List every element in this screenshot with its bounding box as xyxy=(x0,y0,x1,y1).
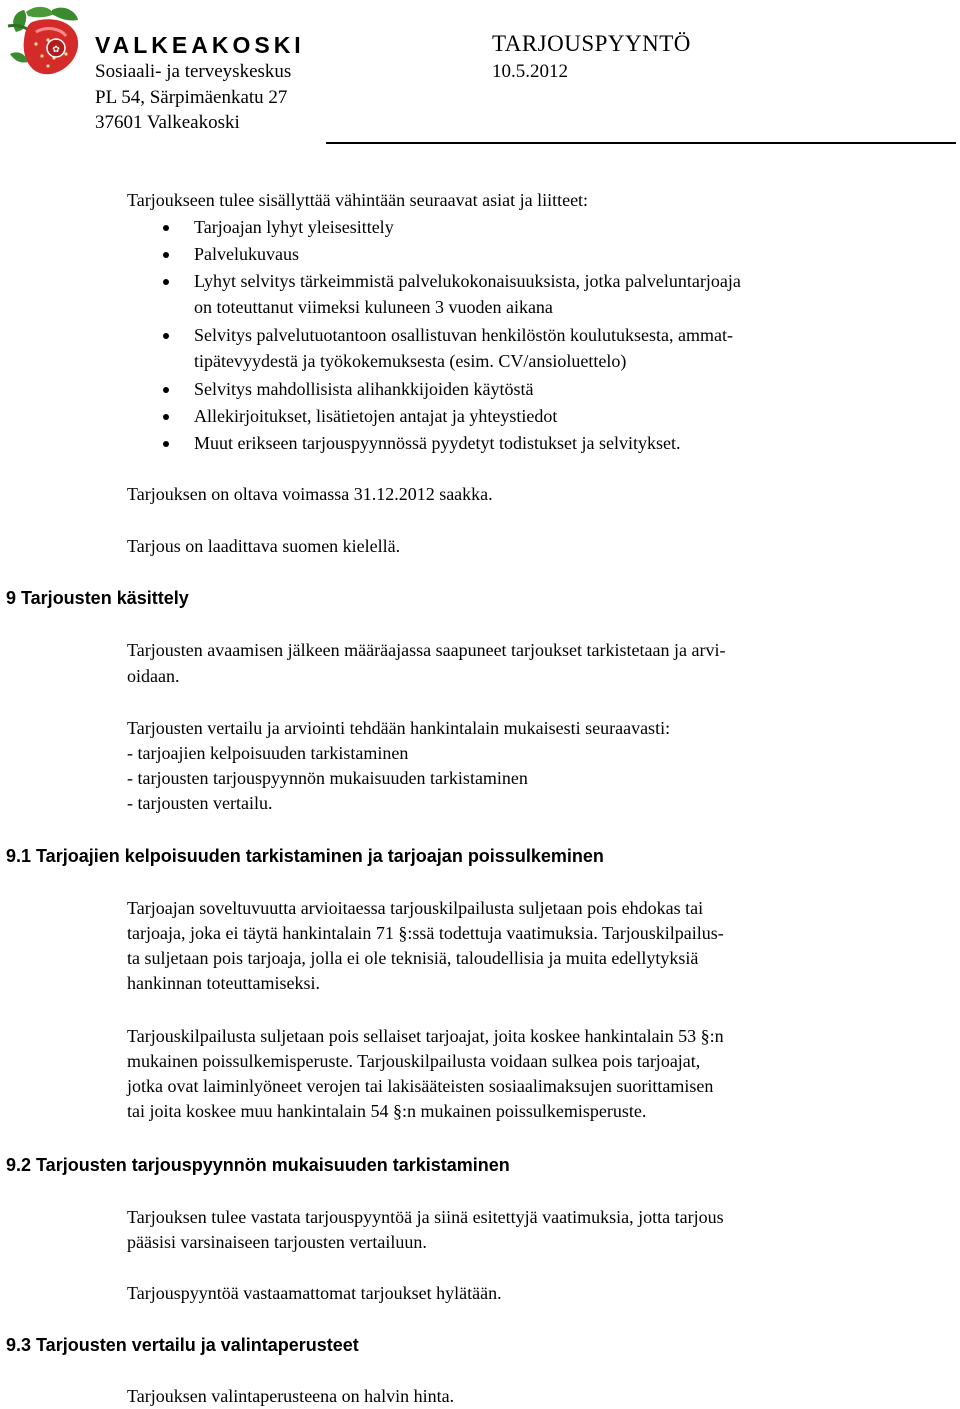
bullet-icon xyxy=(163,252,169,258)
list-item: Selvitys mahdollisista alihankkijoiden käytöstä xyxy=(194,379,534,399)
paragraph-line: tarjoaja, joka ei täytä hankintalain 71 §:ssä todettuja vaatimuksia. Tarjouskilpailus- xyxy=(127,923,724,943)
list-item: Tarjoajan lyhyt yleisesittely xyxy=(194,217,394,237)
paragraph-line: mukainen poissulkemisperuste. Tarjouskilpailusta voidaan sulkea pois tarjoajat, xyxy=(127,1051,701,1071)
paragraph-line: Tarjousten avaamisen jälkeen määräajassa saapuneet tarjoukset tarkistetaan ja arvi- xyxy=(127,640,726,660)
list-item: - tarjousten tarjouspyynnön mukaisuuden tarkistaminen xyxy=(127,768,528,788)
section-heading-9-2: 9.2 Tarjousten tarjouspyynnön mukaisuuden tarkistaminen xyxy=(6,1155,510,1175)
paragraph-line: tai joita koskee muu hankintalain 54 §:n mukainen poissulkemisperuste. xyxy=(127,1101,647,1121)
list-item: Selvitys palvelutuotantoon osallistuvan henkilöstön koulutuksesta, ammat- xyxy=(194,325,733,345)
list-item: - tarjoajien kelpoisuuden tarkistaminen xyxy=(127,743,409,763)
list-item: Allekirjoitukset, lisätietojen antajat ja yhteystiedot xyxy=(194,406,558,426)
list-item: - tarjousten vertailu. xyxy=(127,793,273,813)
document-date: 10.5.2012 xyxy=(492,61,568,82)
intro-text: Tarjoukseen tulee sisällyttää vähintään seuraavat asiat ja liitteet: xyxy=(127,190,589,210)
list-item: Muut erikseen tarjouspyynnössä pyydetyt todistukset ja selvitykset. xyxy=(194,433,681,453)
postal-address-line: 37601 Valkeakoski xyxy=(95,112,240,133)
paragraph-line: Tarjoajan soveltuvuutta arvioitaessa tarjouskilpailusta suljetaan pois ehdokas tai xyxy=(127,898,704,918)
bullet-icon xyxy=(163,387,169,393)
bullet-icon xyxy=(163,333,169,339)
paragraph-line: jotka ovat laiminlyöneet verojen tai lakisääteisten sosiaalimaksujen suorittamisen xyxy=(127,1076,714,1096)
svg-text:✿: ✿ xyxy=(52,44,60,54)
bullet-icon xyxy=(163,225,169,231)
bullet-icon xyxy=(163,441,169,447)
list-item: Lyhyt selvitys tärkeimmistä palvelukokonaisuuksista, jotka palveluntarjoaja xyxy=(194,271,741,291)
paragraph-line: Tarjouspyyntöä vastaamattomat tarjoukset hylätään. xyxy=(127,1283,502,1303)
section-heading-9-3: 9.3 Tarjousten vertailu ja valintaperusteet xyxy=(6,1335,359,1355)
bullet-icon xyxy=(163,414,169,420)
address-line: PL 54, Särpimäenkatu 27 xyxy=(95,87,288,108)
strawberry-logo-icon xyxy=(6,2,90,78)
list-item-continuation: on toteuttanut viimeksi kuluneen 3 vuoden aikana xyxy=(194,297,553,317)
paragraph-line: Tarjousten vertailu ja arviointi tehdään hankintalain mukaisesti seuraavasti: xyxy=(127,718,671,738)
paragraph-line: Tarjouksen tulee vastata tarjouspyyntöä ja siinä esitettyjä vaatimuksia, jotta tarjous xyxy=(127,1207,724,1227)
document-title: TARJOUSPYYNTÖ xyxy=(492,31,691,56)
list-item-continuation: tipätevyydestä ja työkokemuksesta (esim. CV/ansioluettelo) xyxy=(194,351,627,371)
language-text: Tarjous on laadittava suomen kielellä. xyxy=(127,536,401,556)
paragraph-line: oidaan. xyxy=(127,666,180,686)
paragraph-line: hankinnan toteuttamiseksi. xyxy=(127,973,320,993)
list-item: Palvelukuvaus xyxy=(194,244,299,264)
department-name: Sosiaali- ja terveyskeskus xyxy=(95,61,292,82)
paragraph-line: Tarjouskilpailusta suljetaan pois sellaiset tarjoajat, joita koskee hankintalain 53 §:n xyxy=(127,1026,724,1046)
bullet-icon xyxy=(163,279,169,285)
section-heading-9: 9 Tarjousten käsittely xyxy=(6,588,189,608)
paragraph-line: ta suljetaan pois tarjoaja, jolla ei ole teknisiä, taloudellisia ja muita edellytyksiä xyxy=(127,948,699,968)
paragraph-line: pääsisi varsinaiseen tarjousten vertailuun. xyxy=(127,1232,427,1252)
header-divider xyxy=(326,142,956,144)
section-heading-9-1: 9.1 Tarjoajien kelpoisuuden tarkistaminen ja tarjoajan poissulkeminen xyxy=(6,846,604,866)
paragraph-line: Tarjouksen valintaperusteena on halvin hinta. xyxy=(127,1386,455,1406)
validity-text: Tarjouksen on oltava voimassa 31.12.2012 saakka. xyxy=(127,484,493,504)
organization-name: VALKEAKOSKI xyxy=(95,32,305,58)
